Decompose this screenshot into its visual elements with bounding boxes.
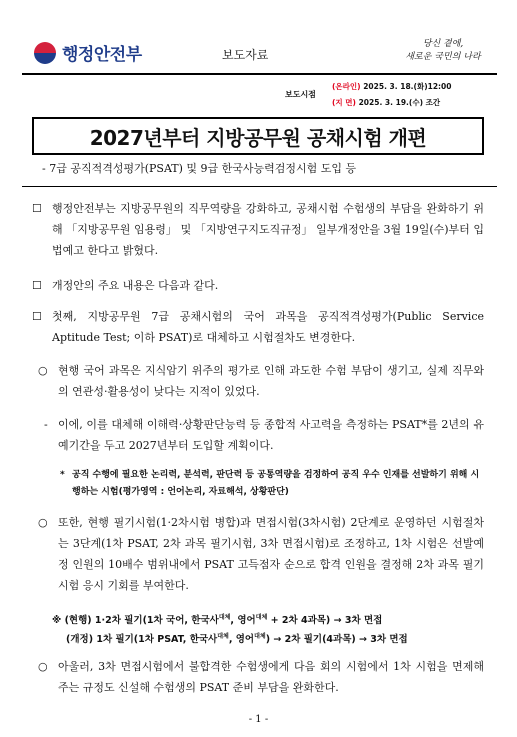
paragraph-3-text: 첫째, 지방공무원 7급 공채시험의 국어 과목을 공직적격성평가(Public Service Aptitude Test; 이하 PSAT)로 대체하고 시험절차도 변경한다. <box>52 310 484 344</box>
paragraph-7 <box>38 656 484 698</box>
subtitle: - 7급 공직적격성평가(PSAT) 및 9급 한국사능력검정시험 도입 등 <box>42 162 357 175</box>
embargo-online <box>332 81 452 92</box>
plan-revised-c: ) → 2차 필기(4과목) → 3차 면접 <box>265 634 408 646</box>
square-bullet: ☐ <box>32 279 42 292</box>
slogan-line-2: 새로운 국민의 나라 <box>405 52 481 62</box>
circle-bullet: ○ <box>38 660 48 673</box>
square-bullet: ☐ <box>32 202 42 215</box>
plan-revised-b: , 영어 <box>228 634 255 646</box>
paper-label: (지 면) <box>332 98 356 107</box>
ministry-name: 행정안전부 <box>62 45 142 65</box>
paragraph-5-text: 이에, 이를 대체해 이해력·상황판단능력 등 종합적 사고력을 측정하는 PSAT*를 2년의 유예기간을 두고 2027년부터 도입할 계획이다. <box>58 418 484 452</box>
doc-type: 보도자료 <box>222 48 269 62</box>
subtitle-rule <box>22 186 497 187</box>
online-time: 2025. 3. 18.(화)12:00 <box>363 82 452 91</box>
paragraph-1 <box>32 198 484 261</box>
online-label: (온라인) <box>332 82 361 91</box>
embargo-block <box>0 80 495 116</box>
square-bullet: ☐ <box>32 310 42 323</box>
paragraph-6-text: 또한, 현행 필기시험(1·2차시험 병합)과 면접시험(3차시험) 2단계로 운영하던 시험절차는 3단계(1차 PSAT, 2차 과목 필기시험, 3차 면접시험)로 조정하고, 1차 시험은 선발예정 인원의 10배수 범위내에서 PSAT 고득점자 순으로 합격 인원을 결정해 2차 과목 필기시험 응시 기회를 부여한다. <box>58 516 484 592</box>
circle-bullet: ○ <box>38 364 48 377</box>
footnote-text: 공직 수행에 필요한 논리력, 분석력, 판단력 등 공통역량을 검정하여 공직 우수 인재를 선발하기 위해 시행하는 시험(평가영역 : 언어논리, 자료해석, 상황판단) <box>72 470 480 497</box>
reference-mark: ※ <box>52 615 62 627</box>
footnote <box>60 467 480 501</box>
plan-current-c: + 2차 4과목) → 3차 면접 <box>267 615 383 627</box>
asterisk-marker: * <box>60 470 65 480</box>
dash-bullet: - <box>44 418 48 431</box>
sup-replace: 대체 <box>218 614 231 621</box>
embargo-paper <box>332 97 440 108</box>
plan-current <box>52 612 382 626</box>
page-title: 2027년부터 지방공무원 공채시험 개편 <box>89 125 427 150</box>
paragraph-2-text: 개정안의 주요 내용은 다음과 같다. <box>52 279 219 292</box>
slogan <box>398 38 488 64</box>
paragraph-1-text: 행정안전부는 지방공무원의 직무역량을 강화하고, 공채시험 수험생의 부담을 완화하기 위해 「지방공무원 임용령」 및 「지방연구지도직규정」 일부개정안을 3월 19일(수)부터 입법예고 한다고 밝혔다. <box>52 202 484 257</box>
embargo-label: 보도시점 <box>285 90 316 99</box>
paragraph-5 <box>44 414 484 456</box>
ministry-logo <box>34 40 142 65</box>
taeguk-emblem-icon <box>34 42 56 64</box>
sup-replace: 대체 <box>217 633 229 640</box>
circle-bullet: ○ <box>38 516 48 529</box>
plan-current-a: (현행) 1·2차 필기(1차 국어, 한국사 <box>64 615 219 627</box>
paragraph-3 <box>32 306 484 348</box>
title-box <box>32 117 484 155</box>
slogan-line-1: 당신 곁에, <box>422 39 464 49</box>
plan-current-b: , 영어 <box>230 615 256 627</box>
sup-replace: 대체 <box>255 614 268 621</box>
plan-revised-a: (개정) 1차 필기(1차 PSAT, 한국사 <box>66 634 218 646</box>
paper-time: 2025. 3. 19.(수) 조간 <box>358 98 441 107</box>
page-number: - 1 - <box>248 714 269 725</box>
paragraph-2 <box>32 275 484 296</box>
plan-revised <box>66 631 408 645</box>
paragraph-4 <box>38 360 484 402</box>
paragraph-6 <box>38 512 484 596</box>
paragraph-4-text: 현행 국어 과목은 지식암기 위주의 평가로 인해 과도한 수험 부담이 생기고, 실제 직무와의 연관성·활용성이 낮다는 지적이 있었다. <box>58 364 484 398</box>
header-rule <box>22 73 497 75</box>
paragraph-7-text: 아울러, 3차 면접시험에서 불합격한 수험생에게 다음 회의 시험에서 1차 시험을 면제해 주는 규정도 신설해 수험생의 PSAT 준비 부담을 완화한다. <box>58 660 484 694</box>
sup-replace: 대체 <box>254 633 266 640</box>
